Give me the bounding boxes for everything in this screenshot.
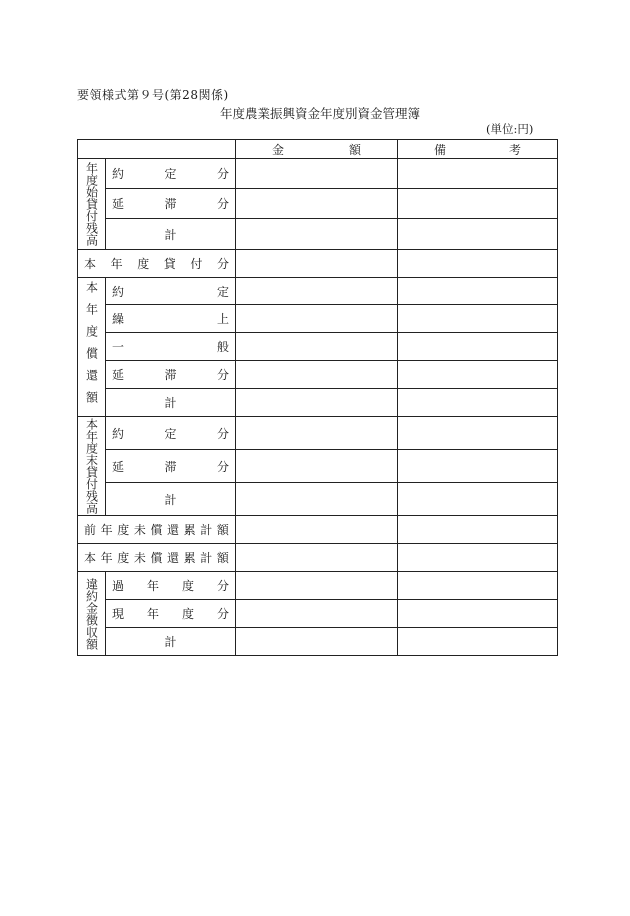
- remarks-cell[interactable]: [398, 305, 558, 333]
- ledger-table: [77, 139, 558, 656]
- remarks-cell[interactable]: [398, 278, 558, 305]
- table-row: [78, 189, 558, 219]
- row-label: [106, 333, 236, 361]
- remarks-cell[interactable]: [398, 600, 558, 628]
- row-label: [106, 278, 236, 305]
- group-current-repayment: 本年度償還額: [78, 278, 106, 417]
- group-penalty: 違約金徴収額: [78, 572, 106, 656]
- remarks-cell[interactable]: [398, 544, 558, 572]
- row-label-text: [106, 366, 235, 383]
- label-char: 償: [150, 551, 163, 565]
- amount-cell[interactable]: [236, 389, 398, 417]
- label-char: 一: [112, 340, 125, 354]
- amount-cell[interactable]: [236, 189, 398, 219]
- row-label: [106, 572, 236, 600]
- label-char: 計: [200, 551, 213, 565]
- header-amount: [236, 140, 398, 159]
- row-label-text: [398, 141, 557, 158]
- form-reference: 要領様式第９号(第28関係): [77, 88, 229, 102]
- row-label: [106, 189, 236, 219]
- label-char: 延: [112, 197, 125, 211]
- label-char: 備: [434, 142, 447, 157]
- label-char: 累: [183, 523, 196, 537]
- table-row: [78, 450, 558, 483]
- row-label-text: [106, 605, 235, 622]
- amount-cell[interactable]: [236, 305, 398, 333]
- remarks-cell[interactable]: [398, 516, 558, 544]
- label-char: 分: [216, 197, 229, 211]
- label-char: 額: [216, 551, 229, 565]
- label-char: 額: [216, 523, 229, 537]
- label-char: 上: [216, 312, 229, 326]
- row-label: [106, 159, 236, 189]
- remarks-cell[interactable]: [398, 159, 558, 189]
- form-title: 年度農業振興資金年度別資金管理簿: [219, 106, 420, 121]
- label-char: 還: [167, 551, 180, 565]
- label-char: 約: [112, 284, 125, 299]
- row-label: [106, 417, 236, 450]
- row-label-text: [236, 141, 397, 158]
- table-row: [78, 389, 558, 417]
- label-char: 度: [117, 523, 130, 537]
- label-char: 考: [508, 142, 521, 157]
- label-char: 年: [146, 607, 159, 621]
- table-row: [78, 250, 558, 278]
- amount-cell[interactable]: [236, 628, 398, 656]
- label-char: 分: [216, 368, 229, 382]
- row-total-label: 計: [106, 219, 236, 250]
- label-char: 約: [112, 167, 125, 181]
- header-remarks: [398, 140, 558, 159]
- label-char: 付: [190, 257, 203, 271]
- row-label-text: [106, 577, 235, 594]
- label-char: 定: [216, 284, 229, 299]
- remarks-cell[interactable]: [398, 628, 558, 656]
- label-char: 度: [181, 579, 194, 593]
- group-closing-balance: 本年度末貸付残高: [78, 417, 106, 516]
- amount-cell[interactable]: [236, 600, 398, 628]
- label-char: 約: [112, 426, 125, 441]
- label-char: 本: [84, 551, 97, 565]
- label-char: 延: [112, 368, 125, 382]
- label-char: 年: [100, 523, 113, 537]
- label-char: 累: [183, 551, 196, 565]
- row-total-label: 計: [106, 628, 236, 656]
- table-row: [78, 600, 558, 628]
- group-opening-balance: 年度始貸付残高: [78, 159, 106, 250]
- table-header-row: [78, 140, 558, 159]
- row-label: [106, 305, 236, 333]
- label-char: 滞: [164, 197, 177, 211]
- row-label-text: [106, 310, 235, 327]
- label-char: 分: [216, 579, 229, 593]
- amount-cell[interactable]: [236, 544, 398, 572]
- row-label-current-loans: [78, 250, 236, 278]
- table-row: [78, 333, 558, 361]
- label-char: 繰: [112, 312, 125, 326]
- remarks-cell[interactable]: [398, 389, 558, 417]
- amount-cell[interactable]: [236, 333, 398, 361]
- label-char: 年: [146, 579, 159, 593]
- unit-label: (単位:円): [486, 122, 534, 136]
- row-total-label: 計: [106, 483, 236, 516]
- amount-cell[interactable]: [236, 417, 398, 450]
- table-row: [78, 516, 558, 544]
- row-label: [106, 450, 236, 483]
- table-row: [78, 628, 558, 656]
- table-row: [78, 159, 558, 189]
- label-char: 未: [133, 523, 146, 537]
- remarks-cell[interactable]: [398, 361, 558, 389]
- row-total-label: 計: [106, 389, 236, 417]
- amount-cell[interactable]: [236, 159, 398, 189]
- table-row: [78, 572, 558, 600]
- remarks-cell[interactable]: [398, 483, 558, 516]
- amount-cell[interactable]: [236, 250, 398, 278]
- label-char: 貸: [163, 257, 176, 271]
- row-label-text: [106, 338, 235, 355]
- label-char: 前: [84, 523, 97, 537]
- label-char: 未: [133, 551, 146, 565]
- row-label-text: [78, 549, 235, 566]
- amount-cell[interactable]: [236, 278, 398, 305]
- row-label-text: [78, 255, 235, 272]
- table-row: [78, 278, 558, 305]
- label-char: 計: [200, 523, 213, 537]
- label-char: 分: [216, 257, 229, 271]
- label-char: 償: [150, 523, 163, 537]
- remarks-cell[interactable]: [398, 219, 558, 250]
- row-label-text: [78, 521, 235, 538]
- label-char: 分: [216, 167, 229, 181]
- table-row: [78, 417, 558, 450]
- header-blank-cell: [78, 140, 236, 159]
- label-char: 過: [112, 579, 125, 593]
- label-char: 分: [216, 426, 229, 441]
- row-label: [106, 361, 236, 389]
- label-char: 度: [137, 257, 150, 271]
- label-char: 現: [112, 607, 125, 621]
- remarks-cell[interactable]: [398, 250, 558, 278]
- table-row: [78, 361, 558, 389]
- row-label-text: [106, 195, 235, 212]
- remarks-cell[interactable]: [398, 450, 558, 483]
- label-char: 度: [181, 607, 194, 621]
- label-char: 滞: [164, 459, 177, 474]
- row-label: [106, 600, 236, 628]
- label-char: 滞: [164, 368, 177, 382]
- remarks-cell[interactable]: [398, 333, 558, 361]
- label-char: 年: [100, 551, 113, 565]
- amount-cell[interactable]: [236, 483, 398, 516]
- label-char: 分: [216, 459, 229, 474]
- label-char: 年: [110, 257, 123, 271]
- label-char: 度: [117, 551, 130, 565]
- label-char: 定: [164, 167, 177, 181]
- label-char: 本: [84, 257, 97, 271]
- row-label-text: [106, 458, 235, 475]
- label-char: 般: [216, 340, 229, 354]
- remarks-cell[interactable]: [398, 572, 558, 600]
- amount-cell[interactable]: [236, 361, 398, 389]
- row-label-prev-unpaid: [78, 516, 236, 544]
- table-row: [78, 483, 558, 516]
- label-char: 還: [167, 523, 180, 537]
- label-char: 金: [272, 142, 285, 157]
- table-row: [78, 219, 558, 250]
- label-char: 額: [348, 142, 361, 157]
- remarks-cell[interactable]: [398, 417, 558, 450]
- remarks-cell[interactable]: [398, 189, 558, 219]
- table-row: [78, 305, 558, 333]
- amount-cell[interactable]: [236, 219, 398, 250]
- row-label-text: [106, 165, 235, 182]
- row-label-text: [106, 425, 235, 442]
- label-char: 分: [216, 607, 229, 621]
- amount-cell[interactable]: [236, 516, 398, 544]
- label-char: 定: [164, 426, 177, 441]
- amount-cell[interactable]: [236, 572, 398, 600]
- amount-cell[interactable]: [236, 450, 398, 483]
- row-label-text: [106, 283, 235, 300]
- table-row: [78, 544, 558, 572]
- row-label-curr-unpaid: [78, 544, 236, 572]
- label-char: 延: [112, 459, 125, 474]
